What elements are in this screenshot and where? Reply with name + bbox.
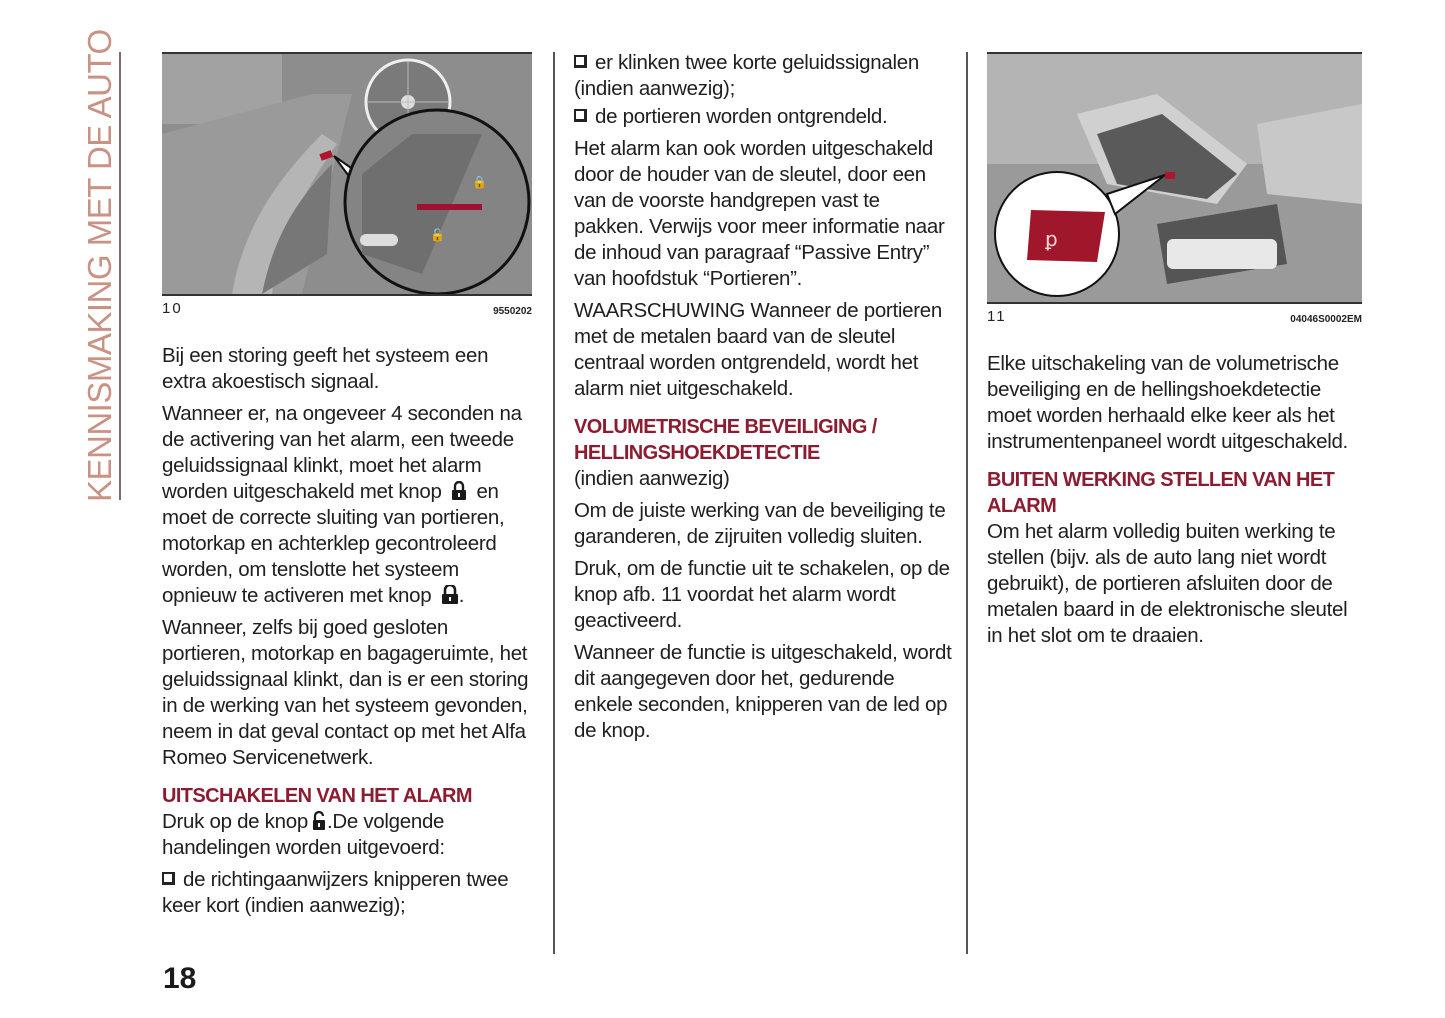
text-span: en moet de correcte sluiting van portieren, motorkap en achterklep gecontroleerd worden, om tenslotte het systeem opnieuw te activeren met knop [162,480,505,607]
figure-number: 11 [987,308,1007,325]
bullet-item [574,104,954,130]
text-span: de richtingaanwijzers knipperen twee keer kort (indien aanwezig); [162,868,509,917]
paragraph: Wanneer de functie is uitgeschakeld, wordt dit aangegeven door het, gedurende enkele seconden, knipperen van de led op de knop. [574,641,952,742]
paragraph [162,809,532,861]
column-divider [966,52,968,954]
bullet-item [162,867,532,919]
column-divider [553,52,555,954]
figure-code: 9550202 [493,306,532,317]
checkbox-bullet-icon [574,55,587,68]
section-heading: BUITEN WERKING STELLEN VAN HET ALARM [987,469,1335,517]
text-span: Wanneer er, na ongeveer 4 seconden na de activering van het alarm, een tweede geluidssignaal klinkt, moet het alarm worden uitgeschakeld met knop [162,402,522,503]
paragraph: Bij een storing geeft het systeem een extra akoestisch signaal. [162,344,489,393]
figure-11 [987,52,1362,325]
svg-text:🔓: 🔓 [430,228,445,242]
paragraph: (indien aanwezig) [574,467,730,490]
bullet-item [574,50,954,102]
paragraph: Elke uitschakeling van de volumetrische beveiliging en de hellingshoekdetectie moet worden herhaald elke keer als het instrumentenpaneel wordt uitgeschakeld. [987,352,1348,453]
column-2 [574,50,954,750]
figure-10-image [162,52,532,296]
door-panel-illustration [162,54,532,294]
paragraph: Wanneer, zelfs bij goed gesloten portieren, motorkap en bagageruimte, het geluidssignaal klinkt, dan is er een storing in de werking van het systeem gevonden, neem in dat geval contact op met het Alfa Romeo Servicenetwerk. [162,616,529,769]
svg-text:🔒: 🔒 [472,175,487,189]
lock-icon [441,585,459,605]
svg-text:ꝑ: ꝑ [1045,229,1058,251]
text-span: de portieren worden ontgrendeld. [595,105,888,128]
paragraph [162,401,532,609]
column-3 [987,50,1362,655]
text-span: Druk op de knop [162,810,308,833]
figure-10 [162,52,532,317]
paragraph: Om het alarm volledig buiten werking te stellen (bijv. als de auto lang niet wordt gebruikt), de portieren afsluiten door de metalen baard in de elektronische sleutel in het slot om te draaien. [987,520,1348,647]
column-1 [162,50,532,925]
paragraph: Druk, om de functie uit te schakelen, op de knop afb. 11 voordat het alarm wordt geactiveerd. [574,557,950,632]
text-span: . [458,584,465,607]
chapter-title-text: KENNISMAKING MET DE AUTO [81,29,118,502]
checkbox-bullet-icon [162,872,175,885]
paragraph: Het alarm kan ook worden uitgeschakeld door de houder van de sleutel, door een van de voorste handgrepen vast te pakken. Verwijs voor meer informatie naar de inhoud van paragraaf “Passive Entry” van hoofdstuk “Portieren”. [574,137,945,290]
chapter-side-title [80,29,120,502]
section-heading: VOLUMETRISCHE BEVEILIGING / HELLINGSHOEKDETECTIE [574,416,877,464]
figure-11-image [987,52,1362,304]
text-span: er klinken twee korte geluidssignalen (indien aanwezig); [574,51,919,100]
overhead-console-illustration [987,54,1362,302]
unlock-icon [312,811,326,831]
figure-number: 10 [162,300,183,317]
paragraph: Om de juiste werking van de beveiliging te garanderen, de zijruiten volledig sluiten. [574,499,946,548]
lock-icon [451,481,467,501]
side-rule [119,52,121,500]
warning-paragraph: WAARSCHUWING Wanneer de portieren met de metalen baard van de sleutel centraal worden ontgrendeld, wordt het alarm niet uitgeschakeld. [574,299,942,400]
page-number: 18 [163,962,197,995]
section-heading: UITSCHAKELEN VAN HET ALARM [162,785,472,807]
checkbox-bullet-icon [574,109,587,122]
figure-code: 04046S0002EM [1290,314,1362,325]
text-span: .De volgende handelingen worden uitgevoerd: [162,810,445,859]
